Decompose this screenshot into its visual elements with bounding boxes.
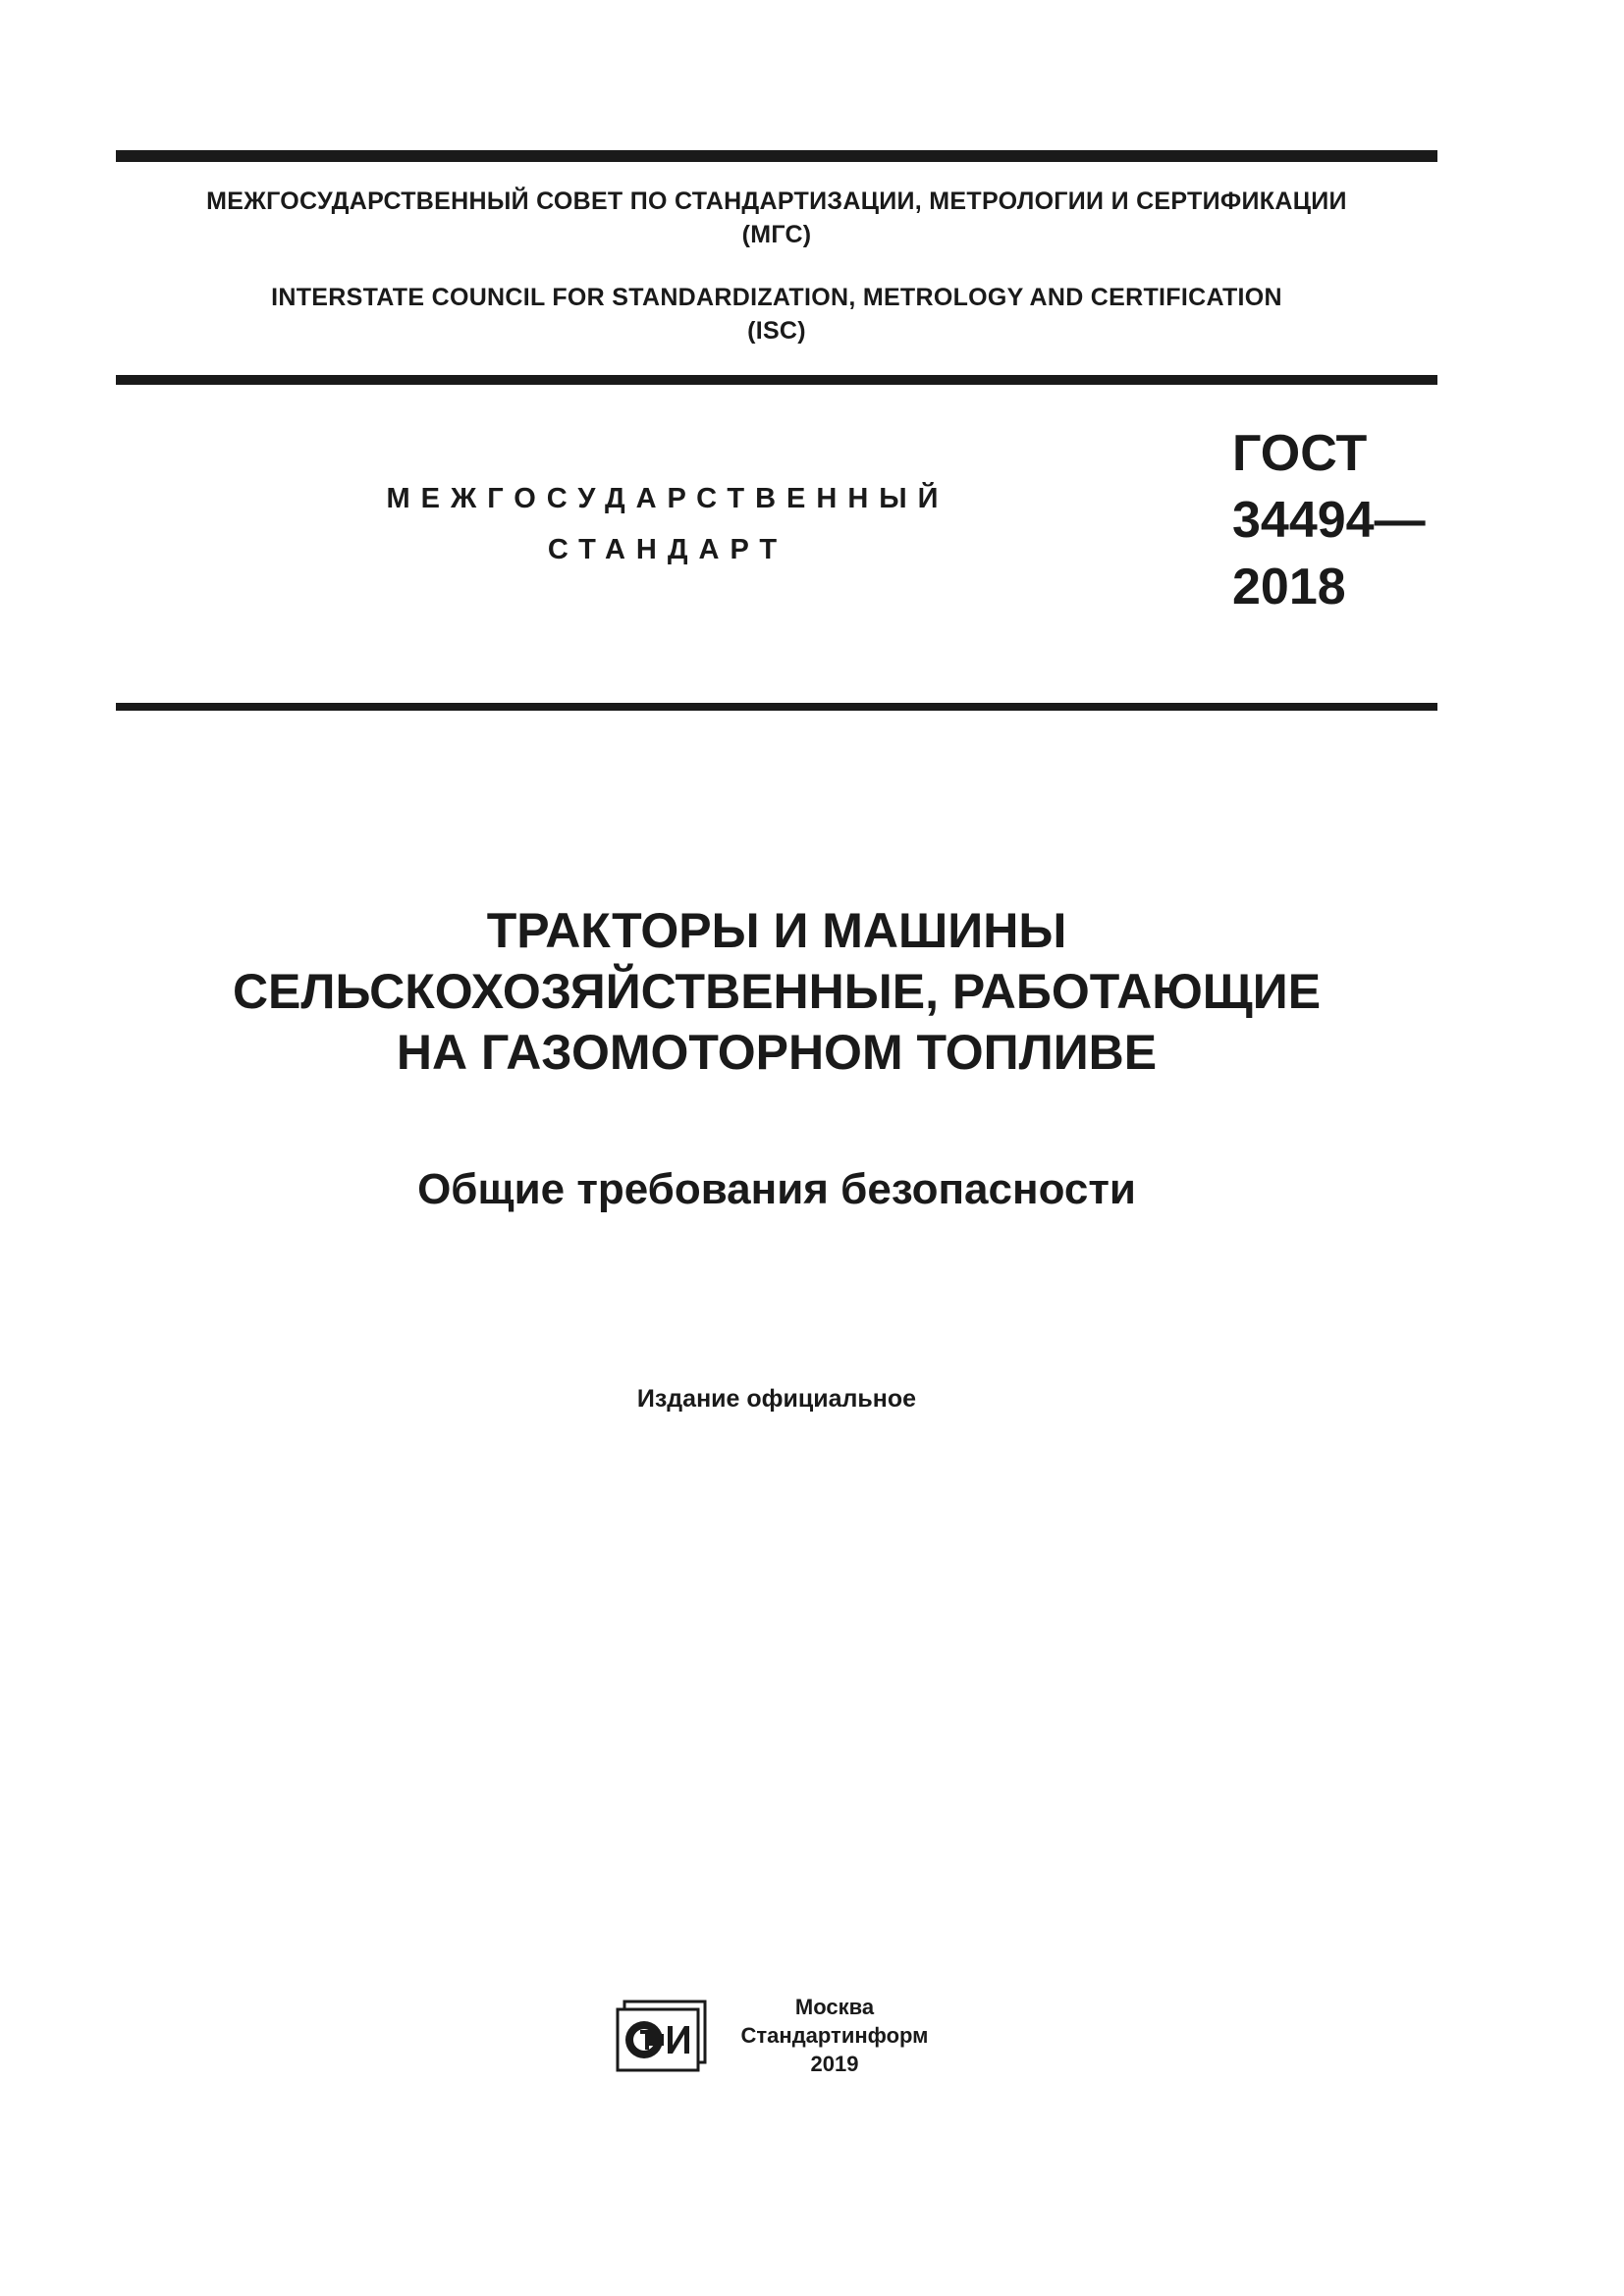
gost-code: 34494— bbox=[1232, 492, 1426, 549]
gost-prefix: ГОСТ bbox=[1232, 425, 1368, 482]
gost-number bbox=[1232, 420, 1426, 620]
title-line-1: ТРАКТОРЫ И МАШИНЫ bbox=[486, 903, 1067, 958]
imprint-city: Москва bbox=[794, 1995, 875, 2019]
imprint-publisher: Стандартинформ bbox=[740, 2023, 929, 2048]
council-name-ru bbox=[116, 185, 1437, 251]
top-rule bbox=[116, 150, 1437, 162]
document-subtitle: Общие требования безопасности bbox=[417, 1165, 1136, 1213]
standard-type-line1: МЕЖГОСУДАРСТВЕННЫЙ bbox=[386, 483, 949, 514]
council-name-en-line: INTERSTATE COUNCIL FOR STANDARDIZATION, METROLOGY AND CERTIFICATION bbox=[271, 284, 1282, 311]
title-line-3: НА ГАЗОМОТОРНОМ ТОПЛИВЕ bbox=[396, 1025, 1158, 1080]
standard-type-label bbox=[324, 473, 1011, 575]
middle-rule bbox=[116, 375, 1437, 385]
document-title bbox=[116, 900, 1437, 1083]
edition-note: Издание официальное bbox=[636, 1385, 917, 1413]
standartinform-logo bbox=[615, 1999, 709, 2073]
council-name-en bbox=[116, 281, 1437, 347]
standard-type-line2: СТАНДАРТ bbox=[547, 534, 788, 565]
council-abbr-en: (ISC) bbox=[747, 317, 806, 345]
lower-rule bbox=[116, 703, 1437, 711]
gost-year: 2018 bbox=[1232, 559, 1346, 615]
imprint-year: 2019 bbox=[810, 2052, 859, 2076]
council-abbr-ru: (МГС) bbox=[741, 221, 812, 248]
council-name-ru-line: МЕЖГОСУДАРСТВЕННЫЙ СОВЕТ ПО СТАНДАРТИЗАЦИИ, МЕТРОЛОГИИ И СЕРТИФИКАЦИИ bbox=[206, 187, 1347, 215]
imprint bbox=[727, 1993, 943, 2078]
title-line-2: СЕЛЬСКОХОЗЯЙСТВЕННЫЕ, РАБОТАЮЩИЕ bbox=[232, 964, 1322, 1019]
